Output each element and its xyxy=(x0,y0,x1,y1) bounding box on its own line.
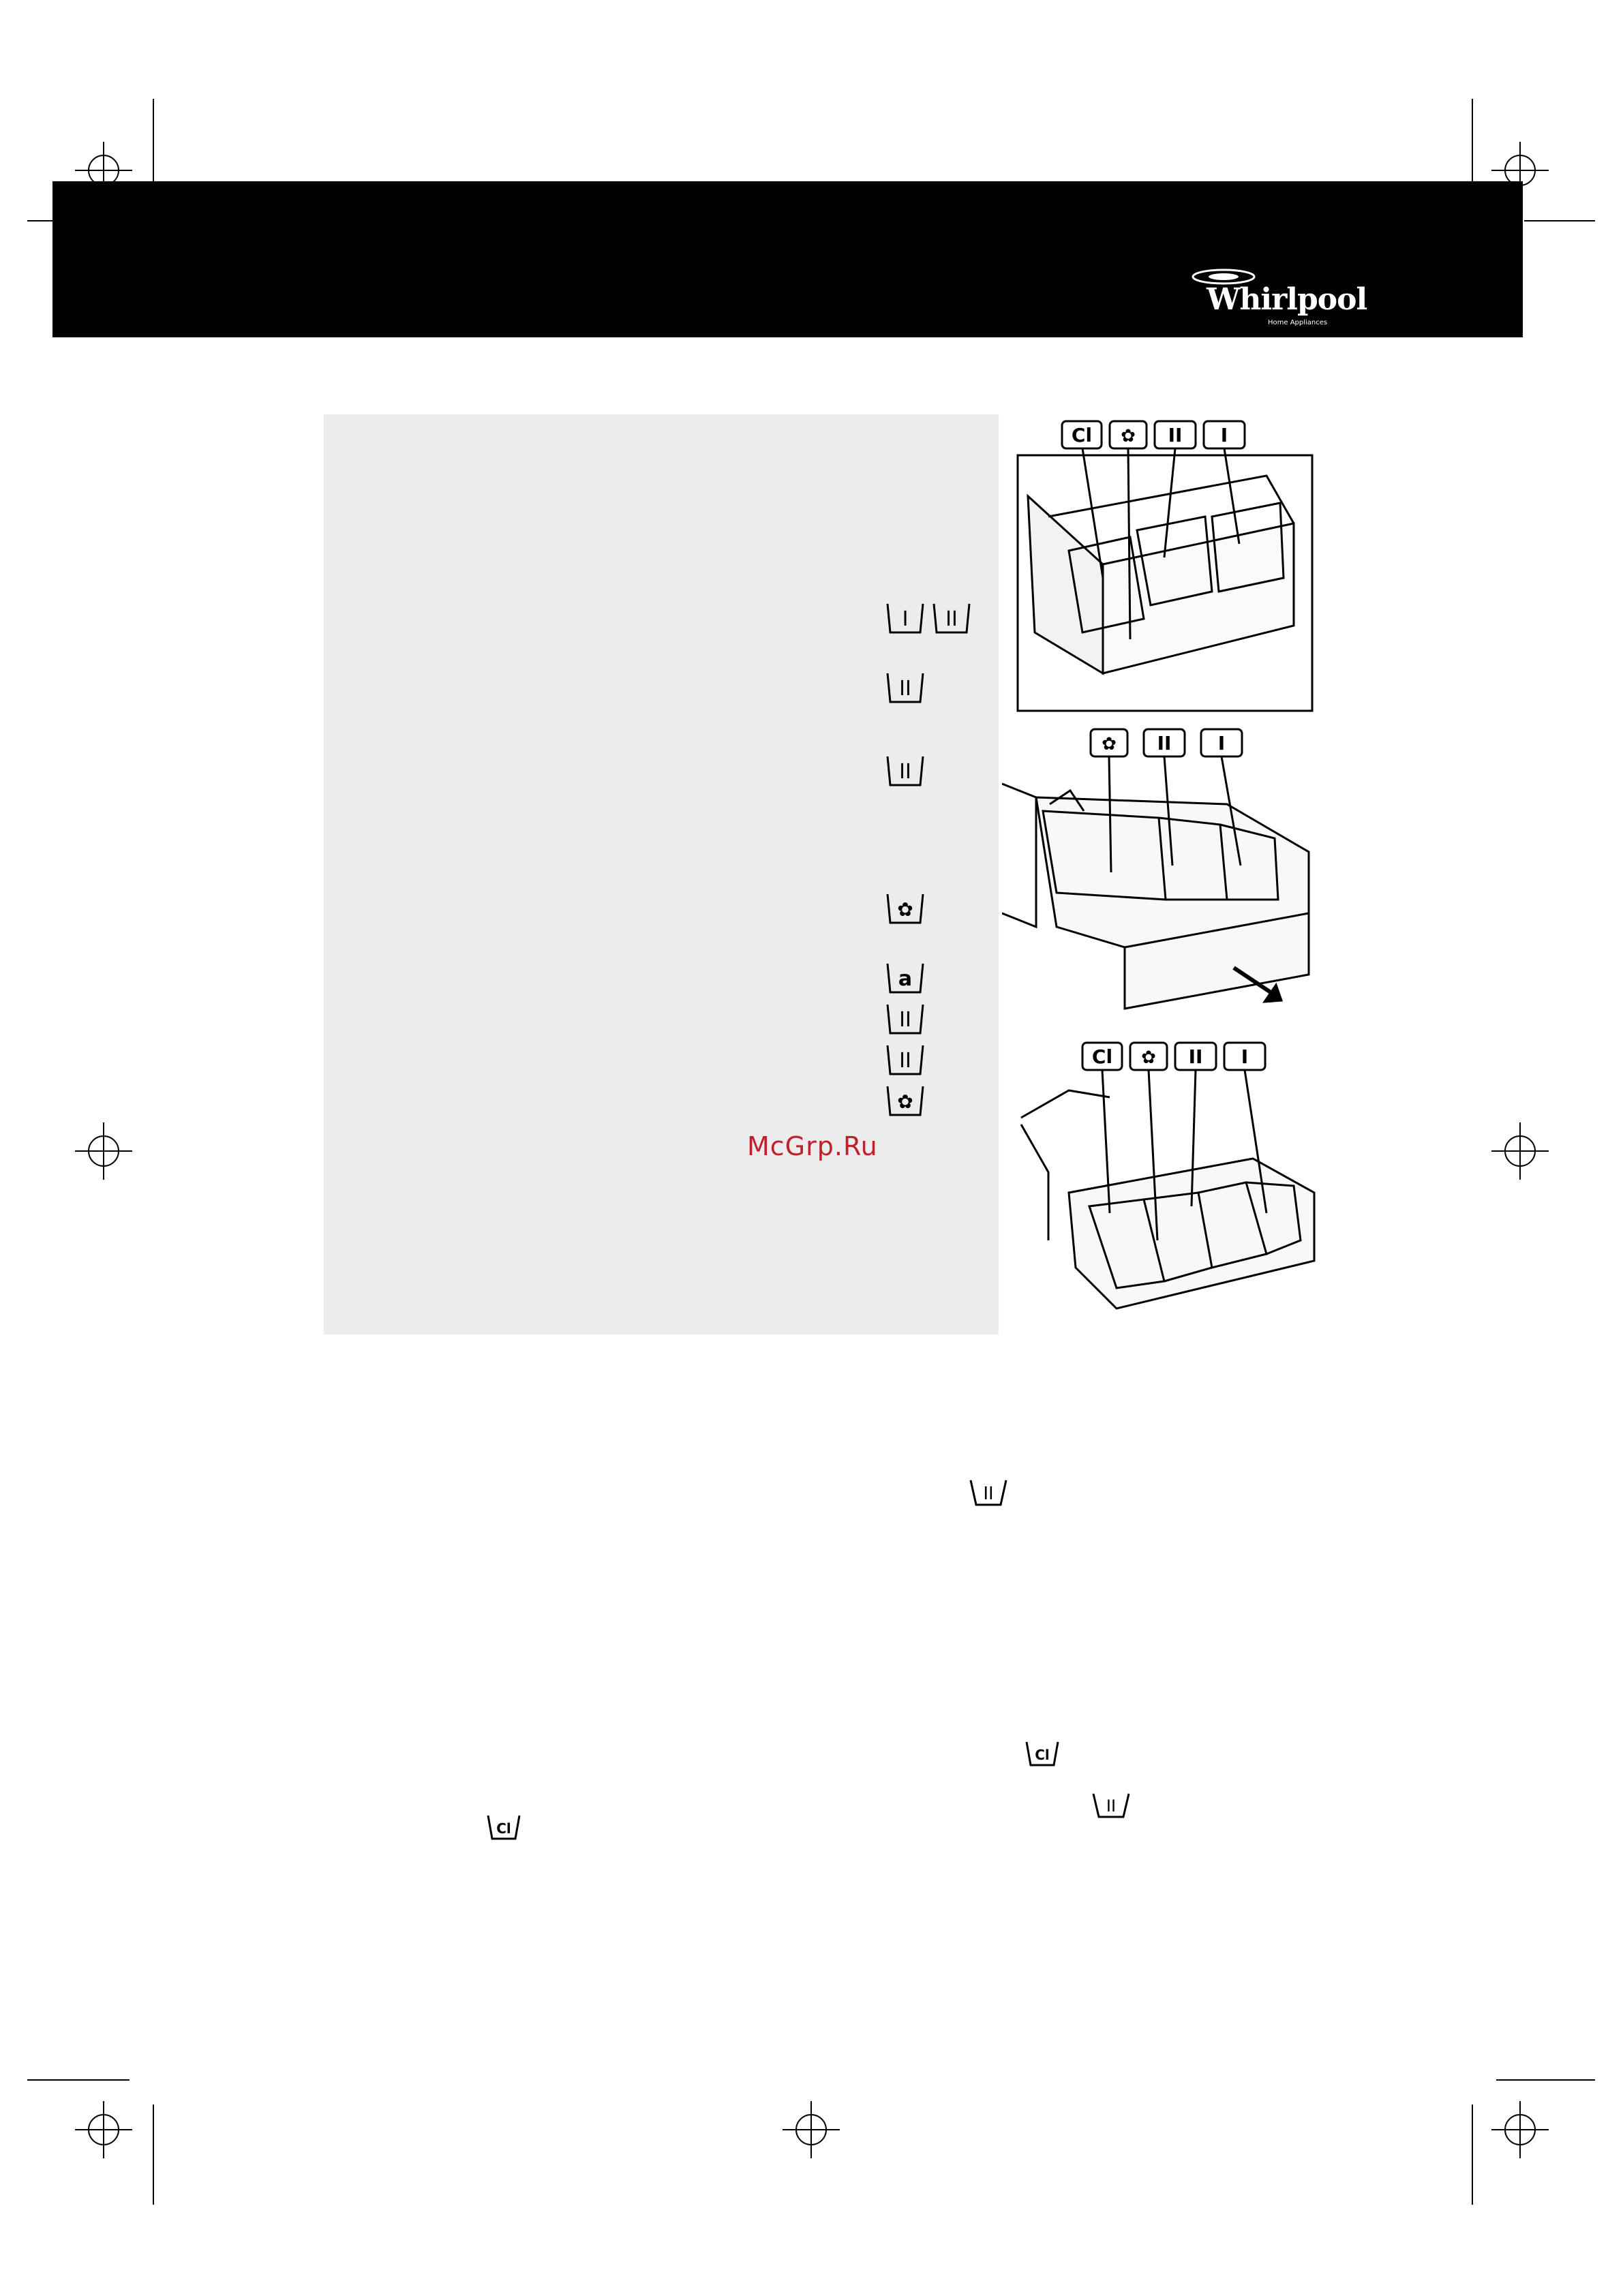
svg-text:II: II xyxy=(899,677,911,701)
figure-label: I xyxy=(1217,732,1226,754)
softener-symbol-icon xyxy=(885,1082,926,1122)
svg-text:II: II xyxy=(983,1484,994,1504)
bleach-symbol-icon xyxy=(485,1813,522,1846)
svg-text:II: II xyxy=(1106,1796,1117,1816)
svg-text:II: II xyxy=(899,1008,911,1032)
figure-label: ✿ xyxy=(1141,1047,1156,1068)
figure-label: ✿ xyxy=(1102,734,1117,754)
figure-label: II xyxy=(1168,424,1183,446)
svg-text:Cl: Cl xyxy=(496,1820,511,1837)
compartment-symbol-icon xyxy=(885,752,926,792)
svg-text:II: II xyxy=(899,1049,911,1073)
brand-subtitle: Home Appliances xyxy=(1268,319,1328,326)
compartment-symbol-icon xyxy=(885,600,973,639)
figure-label: Cl xyxy=(1071,424,1093,446)
compartment-symbol-icon xyxy=(885,669,926,709)
svg-text:I: I xyxy=(902,607,909,631)
figure-label: II xyxy=(1188,1045,1203,1068)
compartment-symbol-icon xyxy=(885,960,926,999)
figure-label: II xyxy=(1157,732,1172,754)
content-panel xyxy=(324,414,999,1334)
svg-text:a: a xyxy=(898,967,913,991)
svg-text:II: II xyxy=(899,760,911,784)
compartment-symbol-icon xyxy=(885,1041,926,1081)
bleach-symbol-icon xyxy=(1024,1739,1061,1772)
figure-label: Cl xyxy=(1091,1045,1113,1068)
figure-drawer-1 xyxy=(1007,414,1321,714)
compartment-symbol-icon xyxy=(1091,1791,1132,1824)
svg-text:✿: ✿ xyxy=(897,898,913,921)
svg-text:II: II xyxy=(945,607,958,631)
figure-drawer-2 xyxy=(1002,722,1322,1015)
softener-symbol-icon xyxy=(885,890,926,930)
svg-text:✿: ✿ xyxy=(897,1090,913,1113)
svg-text:Cl: Cl xyxy=(1035,1747,1050,1763)
watermark: McGrp.Ru xyxy=(747,1131,878,1161)
brand-logo xyxy=(1186,266,1370,334)
brand-name: Whirlpool xyxy=(1207,282,1367,317)
figure-drawer-3 xyxy=(1007,1036,1321,1336)
figure-label: ✿ xyxy=(1121,426,1136,446)
compartment-symbol-icon xyxy=(885,1000,926,1040)
figure-label: I xyxy=(1220,424,1228,446)
compartment-symbol-icon xyxy=(968,1478,1009,1513)
figure-label: I xyxy=(1241,1045,1249,1068)
